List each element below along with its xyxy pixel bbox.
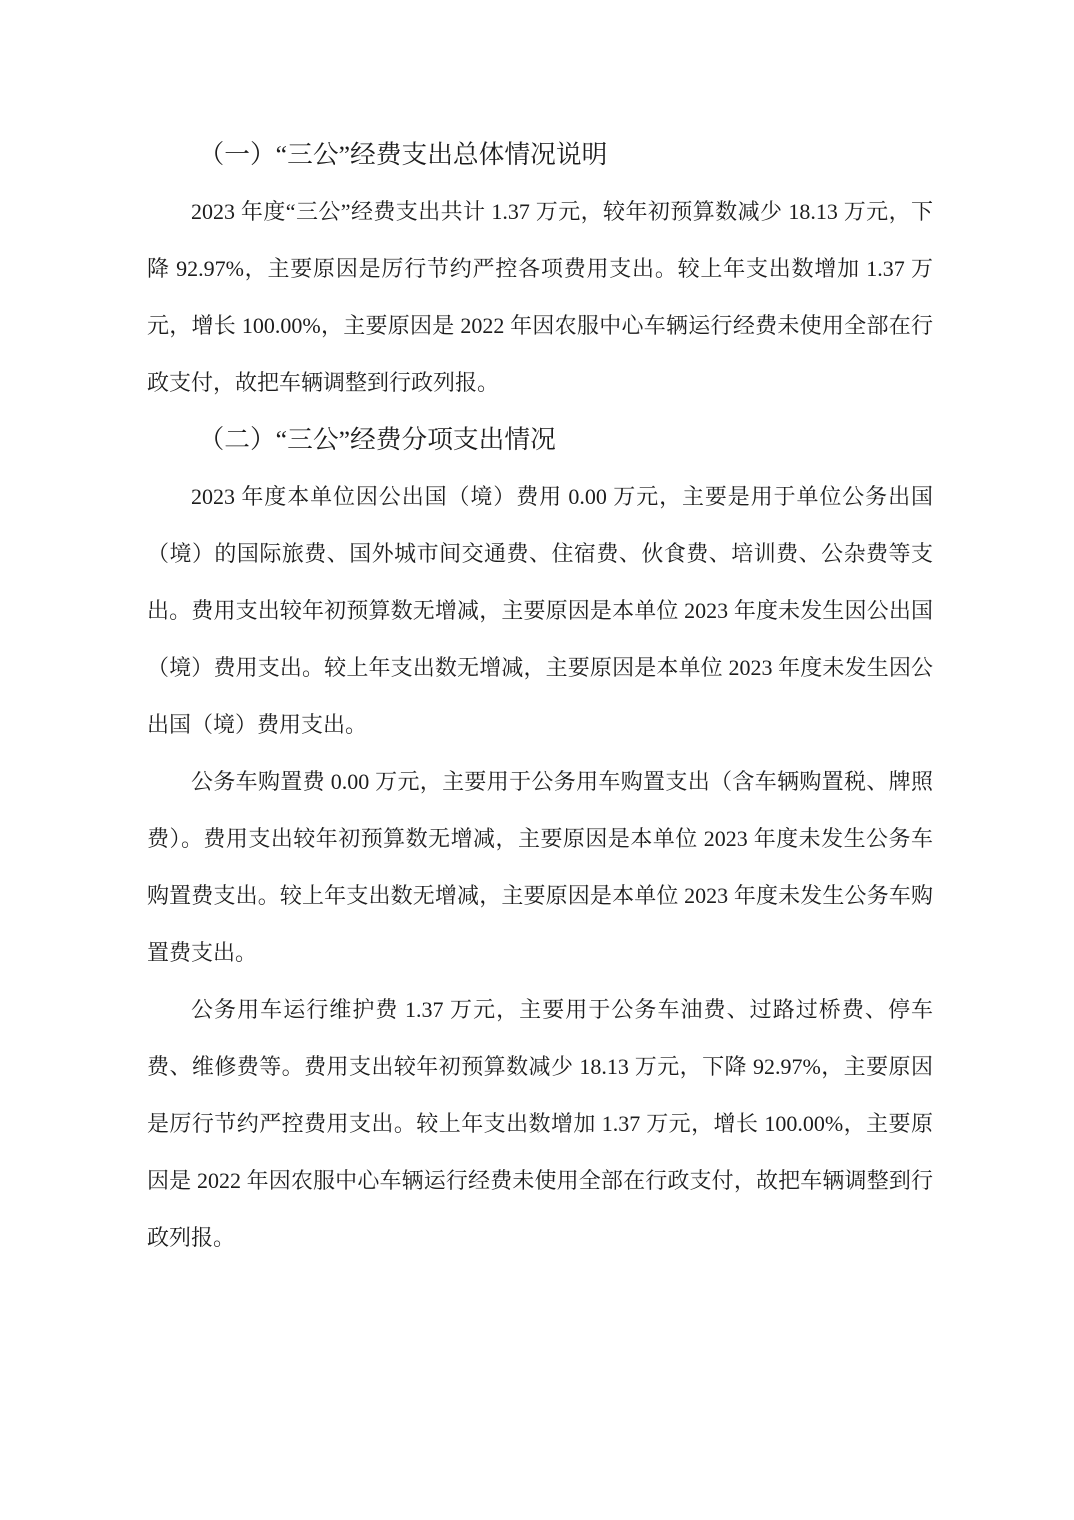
document-page — [147, 126, 933, 1266]
paragraph-overall-summary: 2023 年度“三公”经费支出共计 1.37 万元，较年初预算数减少 18.13 万元，下降 92.97%，主要原因是厉行节约严控各项费用支出。较上年支出数增加 1.37 万元，增长 100.00%，主要原因是 2022 年因农服中心车辆运行经费未使用全部在行政支付，故把车辆调整到行政列报。 — [147, 199, 933, 395]
section-heading-overall: （一）“三公”经费支出总体情况说明 — [198, 140, 608, 169]
paragraph-overseas-travel: 2023 年度本单位因公出国（境）费用 0.00 万元，主要是用于单位公务出国（境）的国际旅费、国外城市间交通费、住宿费、伙食费、培训费、公杂费等支出。费用支出较年初预算数无增减，主要原因是本单位 2023 年度未发生因公出国（境）费用支出。较上年支出数无增减，主要原因是本单位 2023 年度未发生因公出国（境）费用支出。 — [147, 484, 933, 737]
paragraph-vehicle-purchase: 公务车购置费 0.00 万元，主要用于公务用车购置支出（含车辆购置税、牌照费）。费用支出较年初预算数无增减，主要原因是本单位 2023 年度未发生公务车购置费支出。较上年支出数无增减，主要原因是本单位 2023 年度未发生公务车购置费支出。 — [147, 769, 933, 965]
section-heading-itemized: （二）“三公”经费分项支出情况 — [198, 425, 556, 454]
paragraph-vehicle-operation: 公务用车运行维护费 1.37 万元，主要用于公务车油费、过路过桥费、停车费、维修费等。费用支出较年初预算数减少 18.13 万元，下降 92.97%，主要原因是厉行节约严控费用支出。较上年支出数增加 1.37 万元，增长 100.00%，主要原因是 2022 年因农服中心车辆运行经费未使用全部在行政支付，故把车辆调整到行政列报。 — [147, 997, 933, 1250]
